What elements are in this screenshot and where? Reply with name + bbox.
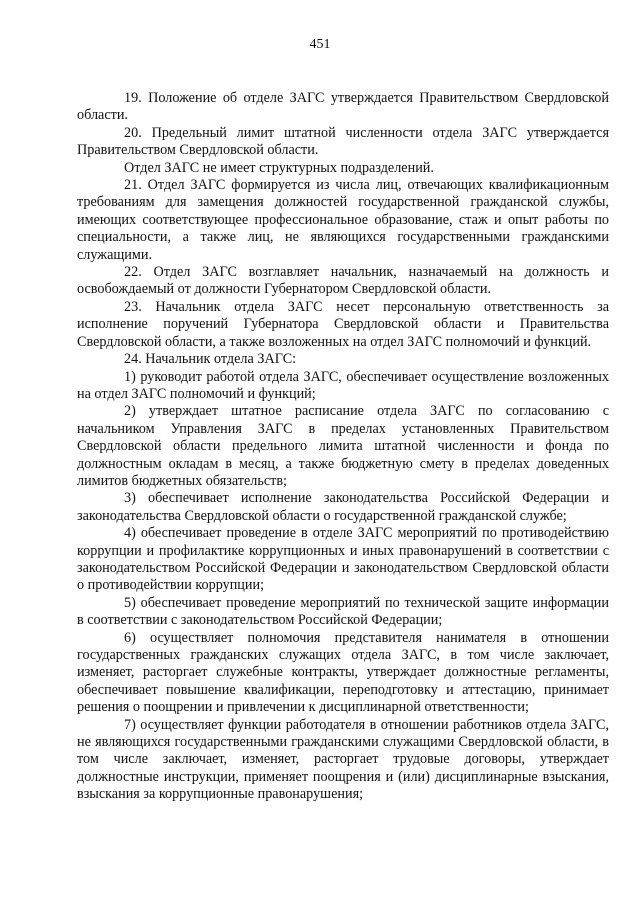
paragraph-22: 22. Отдел ЗАГС возглавляет начальник, назначаемый на должность и освобождаемый от должности Губернатором Свердловской области.	[77, 264, 609, 298]
paragraph-21: 21. Отдел ЗАГС формируется из числа лиц, отвечающих квалификационным требованиям для замещения должностей государственной гражданской службы, имеющих соответствующее профессиональное образование, стаж и опыт работы по специальности, а также лиц, не являющихся государственными гражданскими служащими.	[77, 177, 609, 263]
list-item-3: 3) обеспечивает исполнение законодательства Российской Федерации и законодательства Свердловской области о государственной гражданской службе;	[77, 490, 609, 524]
list-item-4: 4) обеспечивает проведение в отделе ЗАГС мероприятий по противодействию коррупции и профилактике коррупционных и иных правонарушений в соответствии с законодательством Российской Федерации и законодательством Свердловской области о противодействии коррупции;	[77, 525, 609, 594]
document-body	[77, 90, 609, 804]
list-item-6: 6) осуществляет полномочия представителя нанимателя в отношении государственных гражданских служащих отдела ЗАГС, в том числе заключает, изменяет, расторгает служебные контракты, утверждает должностные регламенты, обеспечивает повышение квалификации, переподготовку и аттестацию, принимает решения о поощрении и привлечении к дисциплинарной ответственности;	[77, 629, 609, 716]
paragraph-20: 20. Предельный лимит штатной численности отдела ЗАГС утверждается Правительством Свердловской области.	[77, 124, 609, 159]
paragraph-23: 23. Начальник отдела ЗАГС несет персональную ответственность за исполнение поручений Губернатора Свердловской области и Правительства Свердловской области, а также возложенных на отдел ЗАГС полномочий и функций.	[77, 298, 609, 350]
list-item-1: 1) руководит работой отдела ЗАГС, обеспечивает осуществление возложенных на отдел ЗАГС полномочий и функций;	[77, 368, 609, 402]
list-item-2: 2) утверждает штатное расписание отдела ЗАГС по согласованию с начальником Управления ЗАГС в пределах установленных Правительством Свердловской области предельного лимита штатной численности и фонда по должностным окладам в месяц, а также бюджетную смету в пределах доведенных лимитов бюджетных обязательств;	[77, 403, 609, 489]
paragraph-19: 19. Положение об отделе ЗАГС утверждается Правительством Свердловской области.	[77, 90, 609, 124]
paragraph-24: 24. Начальник отдела ЗАГС:	[124, 351, 297, 368]
list-item-5: 5) обеспечивает проведение мероприятий по технической защите информации в соответствии с законодательством Российской Федерации;	[77, 594, 609, 629]
page-number: 451	[309, 37, 331, 52]
paragraph-no-subdivisions: Отдел ЗАГС не имеет структурных подразделений.	[124, 159, 434, 176]
list-item-7: 7) осуществляет функции работодателя в отношении работников отдела ЗАГС, не являющихся государственными гражданскими служащими Свердловской области, в том числе заключает, изменяет, расторгает трудовые договоры, утверждает должностные инструкции, применяет поощрения и (или) дисциплинарные взыскания, взыскания за коррупционные правонарушения;	[77, 716, 609, 803]
